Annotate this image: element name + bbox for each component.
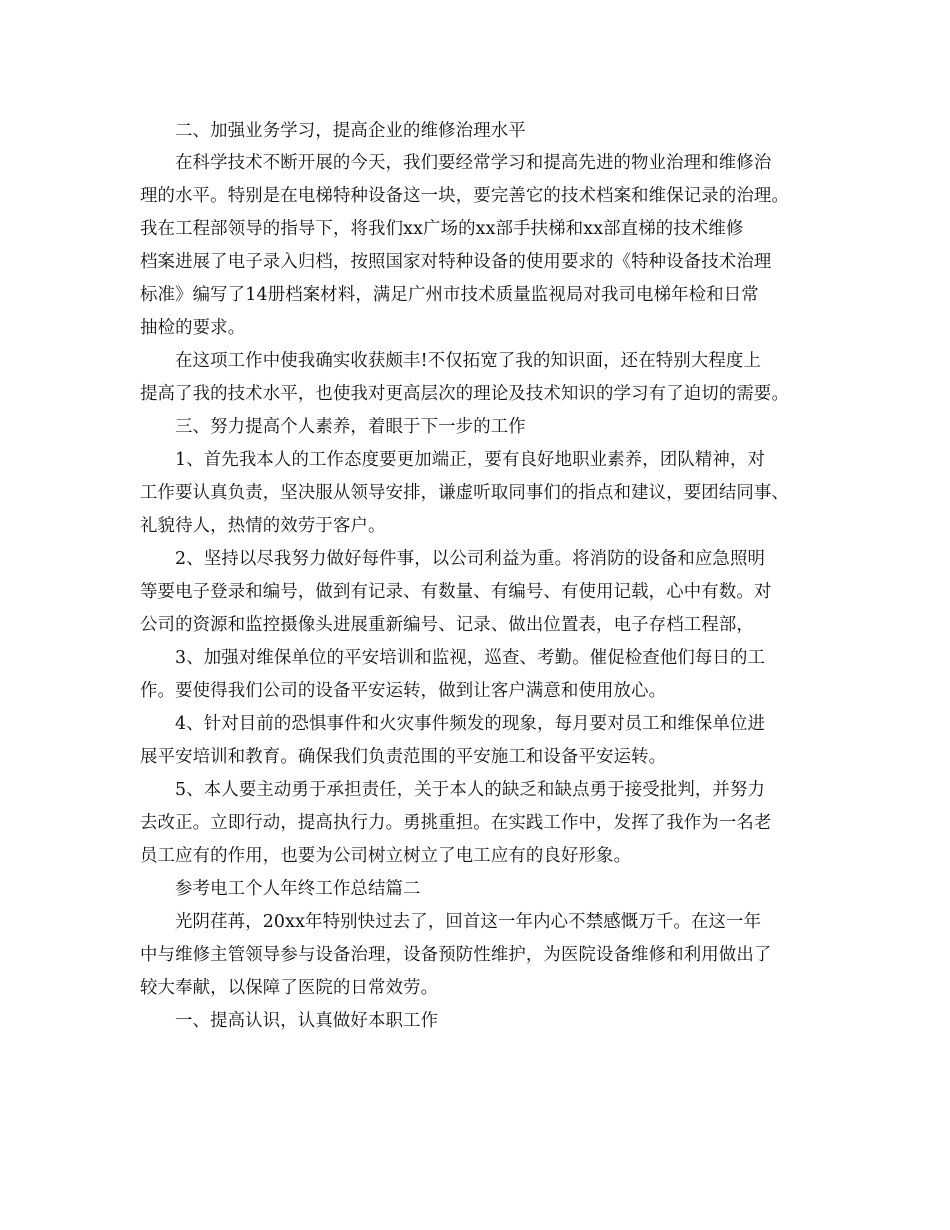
paragraph-line: 工作要认真负责，坚决服从领导安排，谦虚听取同事们的指点和建议，要团结同事、 bbox=[140, 483, 790, 503]
section-heading: 三、努力提高个人素养，着眼于下一步的工作 bbox=[175, 417, 526, 437]
paragraph-line: 礼貌待人，热情的效劳于客户。 bbox=[140, 516, 386, 536]
paragraph-line: 公司的资源和监控摄像头进展重新编号、记录、做出位置表，电子存档工程部， bbox=[140, 615, 754, 635]
section-heading: 一、提高认识，认真做好本职工作 bbox=[175, 1011, 439, 1031]
paragraph-line: 在这项工作中使我确实收获颇丰!不仅拓宽了我的知识面，还在特别大程度上 bbox=[175, 351, 761, 371]
paragraph-line: 抽检的要求。 bbox=[140, 318, 246, 338]
paragraph-line: 提高了我的技术水平，也使我对更高层次的理论及技术知识的学习有了迫切的需要。 bbox=[140, 384, 790, 404]
paragraph-line: 5、本人要主动勇于承担责任，关于本人的缺乏和缺点勇于接受批判，并努力 bbox=[175, 780, 766, 800]
paragraph-line: 1、首先我本人的工作态度要更加端正，要有良好地职业素养，团队精神，对 bbox=[175, 450, 766, 470]
paragraph-line: 我在工程部领导的指导下，将我们xx广场的xx部手扶梯和xx部直梯的技术维修 bbox=[140, 219, 744, 239]
paragraph-line: 员工应有的作用，也要为公司树立树立了电工应有的良好形象。 bbox=[140, 846, 632, 866]
paragraph-line: 档案进展了电子录入归档，按照国家对特种设备的使用要求的《特种设备技术治理 bbox=[140, 252, 772, 272]
paragraph-line: 3、加强对维保单位的平安培训和监视，巡查、考勤。催促检查他们每日的工 bbox=[175, 648, 766, 668]
paragraph-line: 较大奉献，以保障了医院的日常效劳。 bbox=[140, 978, 439, 998]
paragraph-line: 中与维修主管领导参与设备治理，设备预防性维护，为医院设备维修和利用做出了 bbox=[140, 945, 772, 965]
paragraph-line: 等要电子登录和编号，做到有记录、有数量、有编号、有使用记载，心中有数。对 bbox=[140, 582, 772, 602]
paragraph-line: 2、坚持以尽我努力做好每件事，以公司利益为重。将消防的设备和应急照明 bbox=[175, 549, 766, 569]
paragraph-line: 光阴荏苒，20xx年特别快过去了，回首这一年内心不禁感慨万千。在这一年 bbox=[175, 912, 762, 932]
paragraph-line: 标准》编写了14册档案材料，满足广州市技术质量监视局对我司电梯年检和日常 bbox=[140, 285, 759, 305]
paragraph-line: 在科学技术不断开展的今天，我们要经常学习和提高先进的物业治理和维修治 bbox=[175, 153, 772, 173]
section-title: 参考电工个人年终工作总结篇二 bbox=[175, 879, 421, 899]
paragraph-line: 理的水平。特别是在电梯特种设备这一块，要完善它的技术档案和维保记录的治理。 bbox=[140, 186, 790, 206]
section-heading: 二、加强业务学习，提高企业的维修治理水平 bbox=[175, 121, 526, 141]
paragraph-line: 展平安培训和教育。确保我们负责范围的平安施工和设备平安运转。 bbox=[140, 747, 667, 767]
paragraph-line: 作。要使得我们公司的设备平安运转，做到让客户满意和使用放心。 bbox=[140, 681, 667, 701]
paragraph-line: 去改正。立即行动，提高执行力。勇挑重担。在实践工作中，发挥了我作为一名老 bbox=[140, 813, 772, 833]
paragraph-line: 4、针对目前的恐惧事件和火灾事件频发的现象，每月要对员工和维保单位进 bbox=[175, 714, 766, 734]
